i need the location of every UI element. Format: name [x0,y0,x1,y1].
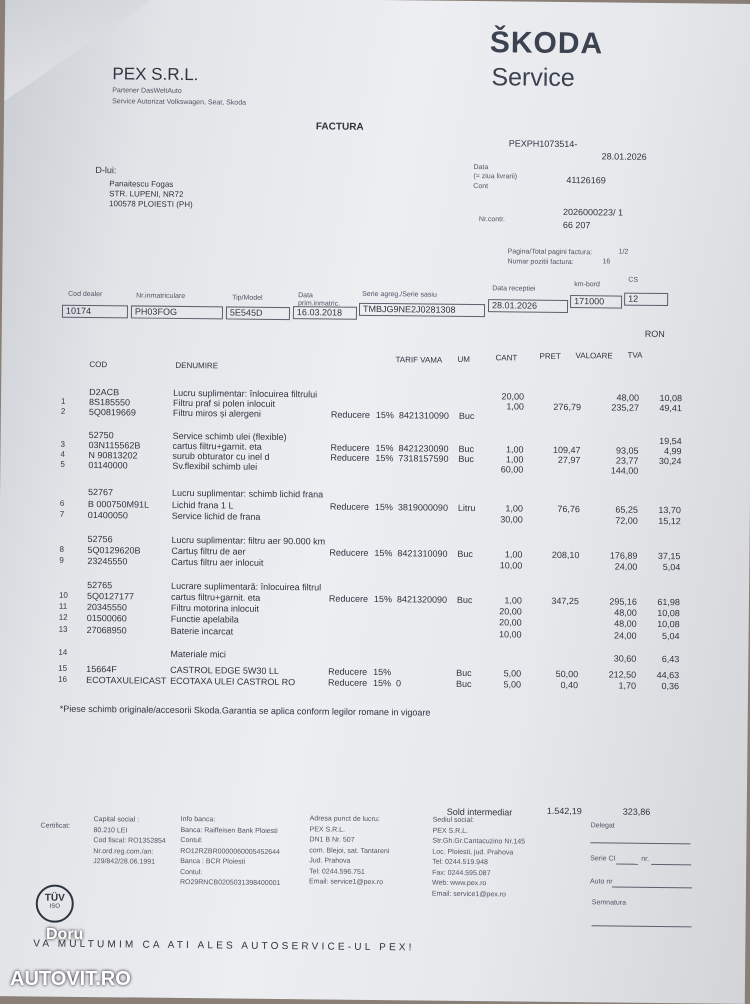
cell-den: Lichid frana 1 L [171,499,234,511]
delegate-line [590,842,690,844]
cell-pct: 15% [375,443,394,454]
cell-cod: 20345550 [86,601,127,613]
cell-red: Reducere [328,593,369,604]
model-label: Tip/Model [232,294,263,302]
cell-tarif: 7318157590 [398,453,449,464]
col-header-tarif: TARIF VAMA [395,355,443,365]
cell-pret: 50,00 [555,668,579,680]
id-number-line [651,864,691,865]
invoice-number: PEXPH1073514- [508,138,578,150]
contract-value-1: 2026000223/ 1 [562,206,624,218]
vin-value: TMBJG9NE2J0281308 [359,303,485,317]
cell-val: 176,89 [609,550,638,561]
subtotal-value: 1.542,19 [546,805,582,817]
footer-line: 80.210 LEI [93,826,128,834]
cell-cod: B 000750M91L [87,498,150,510]
footer-line: Tel: 0244.596.751 [309,867,365,876]
model-value: 5E545D [226,306,290,320]
signature-label: Semnatura [591,899,627,907]
footer-line: PEX S.R.L. [432,827,468,835]
cell-pct: 15% [373,677,392,689]
footer-line: Tel: 0244.519.948 [432,858,488,867]
cell-red: Reducere [330,442,370,453]
contract-value-2: 66 207 [562,219,591,231]
uploader-watermark: Doru [46,926,84,943]
cell-cant: 1,00 [505,454,524,465]
cell-nr: 15 [58,663,68,673]
id-series-line [616,864,638,865]
footer-line: Email: service1@pex.ro [308,878,384,887]
cell-cant: 60,00 [500,464,524,475]
reception-date-label: Data receptiei [492,285,536,293]
cell-val: 48,00 [616,392,640,403]
client-name: Panaitescu Fogas [109,179,174,189]
cell-tva: 10,08 [657,618,680,630]
cell-tva: 5,04 [662,631,680,642]
dealer-code-value: 10174 [62,305,128,319]
cell-cod: 01140000 [88,459,128,471]
cell-cant: 20,00 [501,391,525,402]
footer-line: Adresa punct de lucru: [309,815,380,824]
cell-red: Reducere [330,409,370,420]
document-title: FACTURA [315,121,364,133]
date-value: 28.01.2026 [601,151,647,162]
footer-line: Contul: [180,868,203,876]
cell-tva: 10,08 [659,392,683,404]
footer-bank-info [180,815,281,890]
warranty-note: *Piese schimb originale/accesorii Skoda.Garantia se aplica conform legilor romane in vigoare [59,703,431,718]
cell-cod: N 90813202 [88,449,138,461]
col-header-pret: PRET [539,351,561,361]
km-label: km-bord [574,281,600,289]
footer-line: Web: www.pex.ro [431,879,487,888]
footer-workshop-address [309,814,390,888]
account-label: Cont [473,183,489,191]
client-label: D-lui: [95,165,117,176]
cell-cod: 52756 [87,533,113,545]
skoda-service-label: Service [491,63,575,93]
cell-um: Buc [456,594,473,606]
reception-date-value: 28.01.2026 [488,299,568,313]
cell-cant: 20,00 [499,606,522,617]
cell-tarif: 8421320090 [396,594,448,605]
cell-val: 23,77 [615,455,639,466]
footer-line: RO12RZBR0000060005452644 [180,847,280,856]
cell-um: Buc [456,667,472,679]
cell-pret: 208,10 [551,549,580,561]
cell-tva: 37,15 [657,550,681,562]
cell-nr: 7 [59,509,65,519]
cell-val: 93,05 [615,445,639,456]
cell-den: Lucru suplimentar: filtru aer 90.000 km [171,534,326,547]
cell-den: Lucru suplimentar: înlocuirea filtrului [173,387,318,400]
cell-pct: 15% [373,666,392,678]
cell-um: Buc [456,678,472,690]
cell-um: Buc [458,453,475,465]
cell-val: 24,00 [614,630,637,641]
cell-tva: 10,08 [657,607,680,619]
footer-line: Info banca: [180,815,216,824]
cell-val: 144,00 [610,465,639,476]
cell-val: 30,60 [613,653,637,664]
cell-nr: 2 [60,406,66,416]
cell-cod: 15664F [86,663,117,675]
cell-tva: 6,43 [661,654,680,665]
cell-den: cartus filtru+garnit. eta [170,591,261,603]
cell-cant: 10,00 [499,629,522,640]
cell-cod: 01400050 [87,509,128,521]
cell-cant: 1,00 [505,503,523,514]
cell-nr: 3 [60,439,66,449]
cell-cant: 5,00 [503,668,522,679]
footer-line: PEX S.R.L. [309,825,345,834]
cell-cant: 20,00 [499,617,522,628]
subtotal-tva: 323,86 [622,806,651,817]
cell-cod: D2ACB [89,387,120,398]
cell-red: Reducere [328,666,368,677]
cell-tva: 61,98 [657,596,680,608]
cell-cod: 03N115562B [88,439,141,451]
cell-nr: 9 [59,555,64,565]
site-watermark: AUTOVIT.RO [10,968,131,990]
cell-den: cartus filtru+garnit. eta [172,440,262,452]
skoda-logo: ŠKODA [489,26,604,61]
cell-nr: 16 [58,674,68,684]
col-header-valoare: VALOARE [575,351,613,361]
cell-tva: 5,04 [662,562,681,573]
plate-label: Nr.inmatriculare [136,292,186,301]
cell-cod: 5Q0129620B [87,544,141,556]
pages-label: Pagina/Total pagini factura: [507,248,593,257]
cell-den: Service lichid de frana [171,510,261,522]
cell-den: Lucru suplimentar: schimb lichid frana [172,487,324,500]
cell-nr: 11 [58,601,68,611]
cell-red: Reducere [329,501,370,512]
cell-nr: 13 [58,624,68,634]
cell-pct: 15% [374,547,393,559]
thank-you-line: VA MULTUMIM CA ATI ALES AUTOSERVICE-UL PEX! [33,938,415,954]
footer-line: Fax: 0244.595.087 [432,869,491,877]
cell-val: 48,00 [614,618,637,629]
footer-line: Loc. Ploiesti, jud. Prahova [432,848,514,856]
table-row [0,647,748,666]
cell-um: Litru [457,502,476,514]
cell-tva: 0,36 [661,681,680,692]
positions-value: 16 [602,258,611,266]
tuv-logo [36,884,74,922]
cell-den: Baterie incarcat [170,625,234,637]
cell-cant: 1,00 [504,595,523,606]
cell-den: ECOTAXA ULEI CASTROL RO [170,675,296,688]
cell-red: Reducere [330,452,370,463]
cell-nr: 4 [60,449,65,459]
account-value: 41126169 [566,174,606,186]
cell-val: 1,70 [618,680,637,691]
cell-pct: 15% [374,501,393,513]
tuv-logo-subtext: ISO [49,903,60,910]
cell-tarif: 8421310090 [398,410,450,421]
cs-label: CS [628,276,639,284]
cell-val: 72,00 [615,515,638,526]
footer-line: Banca : BCR Ploiesti [180,857,246,866]
currency-label: RON [644,328,665,340]
col-header-cod: COD [89,360,108,370]
col-header-denumire: DENUMIRE [175,360,219,371]
cell-tarif: 0 [396,678,402,689]
cell-cod: 52765 [87,579,113,591]
cell-cod: 23245550 [87,555,128,567]
cell-tarif: 3819000090 [397,502,449,513]
cell-den: Filtru motorina inlocuit [170,602,259,614]
certificate-label: Certificat: [40,822,71,830]
id-series-label: Serie CI [590,855,616,863]
cell-tarif: 8421230090 [398,443,449,454]
cell-pret: 347,25 [551,595,580,607]
cell-cant: 30,00 [500,514,523,525]
cs-value: 12 [624,293,668,306]
cell-den: surub obturator cu inel d [172,450,270,462]
footer-line: Str.Gh.Gr.Cantacuzino Nr.145 [432,837,526,846]
footer-line: RO29RNCB0205031398400001 [179,878,281,888]
cell-cant: 5,00 [503,679,522,690]
cell-den: Lucrare suplimentară: înlocuirea filtrul [171,580,322,593]
footer-head-office [432,816,525,901]
cell-tva: 44,63 [656,669,680,681]
cell-den: Sv.flexibil schimb ulei [172,460,258,472]
cell-nr: 5 [60,459,65,469]
cell-tva: 19,54 [659,435,682,447]
first-registration-label: Data prim.inmatric. [298,292,341,308]
col-header-um: UM [457,354,470,364]
service-line: Service Autorizat Volkswagen, Seat, Skoda [112,98,247,107]
cell-pct: 15% [375,453,394,464]
delegate-label: Delegat [590,822,615,830]
cell-pret: 27,97 [557,454,581,466]
cell-cod: 5Q0127177 [86,590,135,602]
partner-line: Partener DasWeltAuto [112,87,182,95]
cell-den: CASTROL EDGE 5W30 LL [170,664,279,677]
cell-val: 235,27 [611,402,640,413]
footer-line: Jud. Prahova [309,857,351,865]
pages-value: 1/2 [618,248,629,256]
cell-cod: 27068950 [86,624,127,636]
cell-val: 212,50 [608,669,637,680]
cell-pct: 15% [373,593,393,605]
footer-line: Capital social : [93,816,140,824]
client-city: 100578 PLOIESTI (PH) [109,199,193,210]
car-number-line [612,887,692,889]
cell-den: Materiale mici [170,648,226,660]
cell-cod: 8S185550 [88,397,131,408]
cell-cod: 01500060 [86,612,127,624]
cell-nr: 1 [60,396,66,406]
km-value: 171000 [570,295,622,309]
cell-tva: 15,12 [658,515,681,527]
cell-red: Reducere [328,677,368,688]
footer-line: J29/842/28.06.1991 [93,858,156,866]
cell-nr: 12 [58,612,68,622]
cell-um: Buc [458,443,475,455]
footer-line: Email: service1@pex.ro [431,890,506,898]
cell-cant: 1,00 [506,401,525,412]
footer-line: Banca: Raiffeisen Bank Ploiesti [180,826,278,835]
client-street: STR. LUPENI, NR72 [109,189,184,199]
cell-tva: 49,41 [659,402,683,414]
cell-nr: 6 [59,498,65,508]
cell-cant: 1,00 [504,549,523,560]
cell-cod: 52767 [88,486,114,498]
cell-tva: 30,24 [658,455,682,467]
cell-val: 295,16 [609,596,638,607]
footer-line: DN1 B Nr. 507 [309,836,355,844]
cell-tarif: 8421310090 [397,548,448,559]
cell-val: 24,00 [614,561,638,572]
cell-tva: 13,70 [658,504,681,516]
plate-value: PH03FOG [131,305,223,319]
cell-red: Reducere [329,547,369,558]
signature-line [592,925,692,927]
cell-pret: 109,47 [552,444,581,456]
date-label: Data [473,164,489,172]
cell-um: Buc [458,410,475,422]
cell-cant: 1,00 [505,444,524,455]
footer-line: Cod fiscal: RO1352854 [93,837,166,845]
cell-den: Filtru miros și alergeni [172,407,261,419]
cell-cod: ECOTAXULEICAST [86,674,167,686]
col-header-tva: TVA [627,350,643,360]
footer-line: Sediul social: [432,816,474,825]
cell-den: Service schimb ulei (flexible) [172,430,287,443]
tuv-logo-text: TÜV [44,892,65,904]
cell-nr: 8 [59,544,64,554]
cell-val: 65,25 [615,504,638,515]
cell-cod: 52750 [88,429,114,441]
cell-tva: 4,99 [663,446,682,457]
vin-label: Serie agreg./Serie sasiu [362,290,437,299]
date-sublabel: (= ziua livrarii) [473,173,518,181]
cell-pret: 276,79 [553,401,582,413]
footer-line: com. Blejoi, sat. Tantareni [309,846,390,855]
positions-label: Numar pozitii factura: [507,258,574,267]
contract-label: Nr.contr. [478,216,506,224]
cell-nr: 14 [58,647,68,657]
cell-um: Buc [457,548,474,560]
footer-line: Nr.ord.reg.com./an: [93,847,154,856]
subtotal-label: Sold intermediar [446,806,513,818]
cell-pct: 15% [375,410,394,421]
col-header-cant: CANT [495,353,518,363]
company-name: PEX S.R.L. [112,64,199,85]
cell-den: Filtru praf si polen inlocuit [172,397,276,409]
cell-den: Functie apelabila [170,613,239,625]
cell-pret: 0,40 [560,679,579,691]
footer-line: Contul: [180,836,203,845]
id-number-label: nr. [641,855,650,863]
cell-pret: 76,76 [557,503,580,515]
cell-val: 48,00 [614,607,637,618]
cell-den: Cartus filtru aer inlocuit [171,556,264,568]
dealer-code-label: Cod dealer [68,290,103,299]
cell-nr: 10 [58,590,68,600]
cell-cant: 10,00 [499,560,523,571]
footer-company-info [93,815,166,868]
first-registration-value: 16.03.2018 [293,306,357,320]
car-number-label: Auto nr [589,878,613,886]
cell-den: Cartuș filtru de aer [171,545,246,557]
cell-cod: 5Q0819669 [88,406,137,418]
